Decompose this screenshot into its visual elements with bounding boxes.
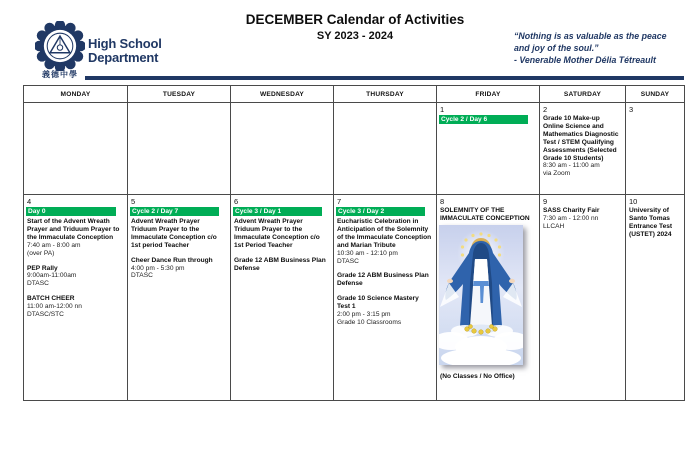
day-header-monday: MONDAY — [24, 86, 128, 103]
week-row-2 — [24, 195, 685, 401]
day-header-thursday: THURSDAY — [334, 86, 437, 103]
event-text: Grade 12 ABM Business Plan Defense — [234, 256, 326, 272]
cycle-day-banner: Cycle 3 / Day 2 — [336, 207, 425, 216]
event-text: SASS Charity Fair — [543, 207, 600, 214]
event-text: DTASC — [337, 257, 359, 265]
header-divider-bar — [85, 76, 684, 80]
day-number: 2 — [543, 105, 548, 114]
day-cell-7 — [334, 195, 437, 401]
day-cell-9 — [540, 195, 626, 401]
day-cell-empty — [334, 103, 437, 195]
spacer — [131, 250, 227, 257]
department-line1: High School — [88, 36, 162, 51]
event-text: Start of the Advent Wreath Prayer and Triduum Prayer to the Immaculate Conception — [27, 218, 120, 241]
spacer — [337, 265, 433, 272]
event-text: 8:30 am - 11:00 am — [543, 162, 600, 170]
day-cell-empty — [128, 103, 231, 195]
event-text: BATCH CHEER — [27, 295, 75, 303]
day-number: 9 — [543, 197, 548, 206]
day-cell-6 — [231, 195, 334, 401]
event-text: 4:00 pm - 5:30 pm — [131, 264, 185, 272]
day-number: 1 — [440, 105, 445, 114]
cycle-day-banner: Day 0 — [26, 207, 116, 216]
quote-line2: and joy of the soul.” — [514, 42, 599, 53]
day-cell-3 — [626, 103, 685, 195]
day-cell-10 — [626, 195, 685, 401]
school-year: SY 2023 - 2024 — [316, 30, 394, 42]
event-text: Grade 12 ABM Business Plan Defense — [337, 272, 429, 288]
day-cell-5 — [128, 195, 231, 401]
cycle-day-banner: Cycle 3 / Day 1 — [233, 207, 322, 216]
spacer — [27, 288, 124, 295]
event-text: 7:40 am - 8:00 am — [27, 241, 81, 249]
spacer — [27, 258, 124, 265]
day-header-saturday: SATURDAY — [540, 86, 626, 103]
page-title: DECEMBER Calendar of Activities — [245, 12, 465, 27]
cycle-day-banner: Cycle 2 / Day 6 — [439, 115, 528, 124]
event-text: Eucharistic Celebration in Anticipation of the Solemnity of the Immaculate Conception and Marian Tribute — [337, 218, 432, 249]
day-number: 7 — [337, 197, 342, 206]
event-text: 11:00 am-12:00 nn — [27, 303, 82, 311]
day-number: 5 — [131, 197, 136, 206]
day-number: 10 — [629, 197, 638, 206]
day-number: 3 — [629, 105, 634, 114]
quote-block — [514, 31, 690, 67]
day-cell-1 — [437, 103, 540, 195]
event-text: (over PA) — [27, 249, 55, 257]
event-text: 9:00am-11:00am — [27, 272, 77, 280]
day-cell-empty — [231, 103, 334, 195]
calendar-table — [23, 85, 685, 401]
day-header-tuesday: TUESDAY — [128, 86, 231, 103]
event-text: SOLEMNITY OF THE IMMACULATE CONCEPTION — [440, 207, 530, 222]
event-text: Grade 10 Classrooms — [337, 318, 402, 326]
school-seal-logo — [35, 21, 85, 71]
event-text: (No Classes / No Office) — [440, 372, 515, 380]
event-text: Cheer Dance Run through — [131, 256, 213, 264]
school-chinese-name: 義德中學 — [42, 70, 78, 79]
cycle-day-banner: Cycle 2 / Day 7 — [130, 207, 219, 216]
event-text: DTASC — [27, 280, 49, 288]
day-number: 4 — [27, 197, 32, 206]
event-text: University of Santo Tomas Entrance Test (USTET) 2024 — [629, 207, 673, 238]
day-header-row — [24, 86, 685, 103]
event-text: PEP Rally — [27, 264, 58, 272]
event-text: DTASC — [131, 272, 153, 280]
event-text: 7:30 am - 12:00 nn — [543, 214, 599, 222]
week-row-1 — [24, 103, 685, 195]
day-number: 8 — [440, 197, 445, 206]
day-header-friday: FRIDAY — [437, 86, 540, 103]
day-header-sunday: SUNDAY — [626, 86, 685, 103]
spacer — [337, 288, 433, 295]
day-header-wednesday: WEDNESDAY — [231, 86, 334, 103]
event-text: Grade 10 Make-up Online Science and Mathematics Diagnostic Test / STEM Qualifying Assessments (Selected Grade 10 Students) — [543, 115, 619, 162]
day-cell-2 — [540, 103, 626, 195]
day-cell-empty — [24, 103, 128, 195]
event-text: DTASC/STC — [27, 311, 64, 319]
event-text: 2:00 pm - 3:15 pm — [337, 311, 391, 319]
quote-line1: “Nothing is as valuable as the peace — [514, 31, 667, 41]
day-cell-4 — [24, 195, 128, 401]
immaculate-conception-image — [439, 225, 523, 365]
day-number: 6 — [234, 197, 239, 206]
quote-attribution: - Venerable Mother Délia Tétreault — [514, 54, 656, 65]
event-text: Advent Wreath Prayer Triduum Prayer to the Immaculate Conception c/o 1st Period Teacher — [234, 218, 320, 249]
day-cell-8 — [437, 195, 540, 401]
event-text: Advent Wreath Prayer Triduum Prayer to the Immaculate Conception c/o 1st period Teacher — [131, 218, 217, 249]
event-text: LLCAH — [543, 222, 565, 230]
spacer — [234, 250, 330, 257]
department-line2: Department — [88, 50, 159, 66]
event-text: 10:30 am - 12:10 pm — [337, 249, 398, 257]
event-text: via Zoom — [543, 170, 571, 178]
event-text: Grade 10 Science Mastery Test 1 — [337, 295, 419, 311]
title-block — [150, 12, 560, 42]
